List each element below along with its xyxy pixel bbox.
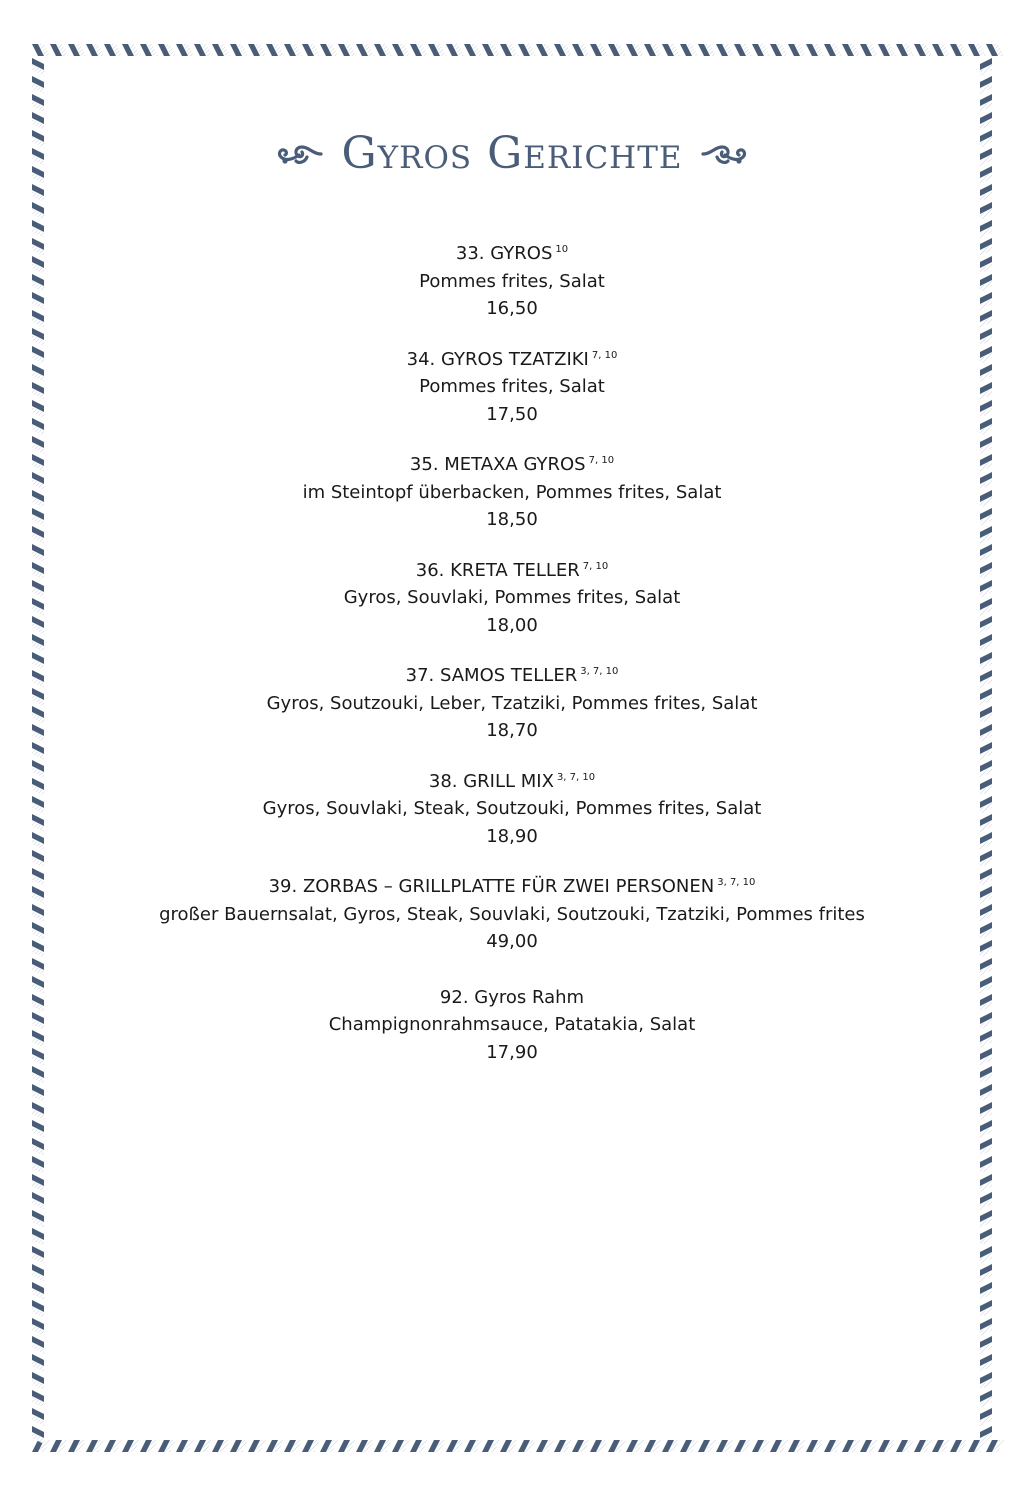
item-price: 16,50 xyxy=(486,298,538,319)
menu-item xyxy=(60,236,964,323)
item-price: 18,50 xyxy=(486,509,538,530)
allergen-codes: 7, 10 xyxy=(588,455,615,466)
menu-item xyxy=(60,342,964,429)
item-price: 18,00 xyxy=(486,614,538,636)
menu-item xyxy=(60,447,964,534)
allergen-codes: 7, 10 xyxy=(582,560,609,572)
item-name: 37. SAMOS TELLER $^{3, 7, 10}$ xyxy=(405,665,619,686)
allergen-codes: 10 xyxy=(555,244,569,255)
item-description: im Steintopf überbacken, Pommes frites, Salat xyxy=(302,481,722,503)
item-description: Champignonrahmsauce, Patatakia, Salat xyxy=(328,1014,696,1035)
scroll-flourish-icon xyxy=(277,139,323,169)
item-description: Pommes frites, Salat xyxy=(419,376,605,397)
border-bottom-strip xyxy=(32,1440,1004,1452)
border-top-strip xyxy=(32,44,1004,56)
item-name: 34. GYROS TZATZIKI $^{7, 10}$ xyxy=(406,348,618,370)
menu-list xyxy=(60,236,964,1085)
item-price: 17,90 xyxy=(486,1041,538,1063)
menu-item xyxy=(60,658,964,745)
item-name: 36. KRETA TELLER $^{7, 10}$ xyxy=(415,559,609,581)
item-price: 49,00 xyxy=(486,931,538,952)
item-description: Gyros, Soutzouki, Leber, Tzatziki, Pommes frites, Salat xyxy=(266,692,758,714)
item-description: Gyros, Souvlaki, Pommes frites, Salat xyxy=(343,587,681,608)
border-left-strip xyxy=(32,58,44,1444)
menu-item xyxy=(60,553,964,640)
allergen-codes: 3, 7, 10 xyxy=(556,771,596,783)
menu-item xyxy=(60,984,964,1067)
item-name: 39. ZORBAS – GRILLPLATTE FÜR ZWEI PERSONEN $^{3, 7, 10}$ xyxy=(268,876,756,897)
item-description: Gyros, Souvlaki, Steak, Soutzouki, Pommes frites, Salat xyxy=(262,798,762,819)
item-price: 18,90 xyxy=(486,825,538,847)
item-price: 18,70 xyxy=(486,720,538,741)
item-name: 38. GRILL MIX $^{3, 7, 10}$ xyxy=(428,770,596,792)
menu-item xyxy=(60,764,964,851)
item-description: großer Bauernsalat, Gyros, Steak, Souvlaki, Soutzouki, Tzatziki, Pommes frites xyxy=(159,903,865,925)
scroll-flourish-icon xyxy=(701,139,747,169)
title-row xyxy=(0,124,1024,184)
item-name: 35. METAXA GYROS $^{7, 10}$ xyxy=(409,454,615,475)
item-name: 92. Gyros Rahm xyxy=(439,986,585,1008)
allergen-codes: 3, 7, 10 xyxy=(717,877,756,888)
item-description: Pommes frites, Salat xyxy=(419,270,605,292)
allergen-codes: 3, 7, 10 xyxy=(580,666,619,677)
menu-item xyxy=(60,869,964,956)
item-price: 17,50 xyxy=(486,403,538,425)
border-right-strip xyxy=(980,58,992,1444)
allergen-codes: 7, 10 xyxy=(591,349,618,361)
page-title: Gyros Gerichte xyxy=(341,128,683,179)
item-name: 33. GYROS $^{10}$ xyxy=(455,243,569,264)
